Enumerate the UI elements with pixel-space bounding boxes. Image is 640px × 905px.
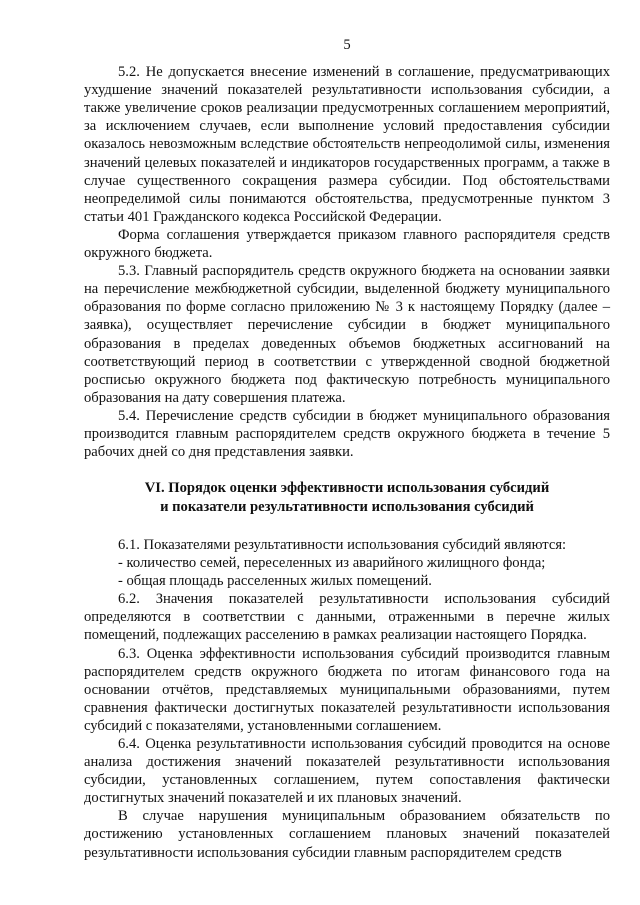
paragraph-agreement-form: Форма соглашения утверждается приказом главного распорядителя средств окружного бюджета. (84, 226, 610, 262)
list-item-area: - общая площадь расселенных жилых помещений. (118, 573, 432, 590)
list-item-families: - количество семей, переселенных из аварийного жилищного фонда; (118, 555, 546, 572)
paragraph-5-2: 5.2. Не допускается внесение изменений в соглашение, предусматривающих ухудшение значений показателей результативности использования субсидии, а также увеличение сроков реализации предусмотренных соглашением мероприятий, за исключением случаев, если выполнение условий предоставления субсидии оказалось невозможным вследствие обстоятельств непреодолимой силы, изменения значений целевых показателей и индикаторов государственных программ, а также в случае существенного сокращения размера субсидии. Под обстоятельствами неопределимой силы понимаются обстоятельства, предусмотренные пунктом 3 статьи 401 Гражданского кодекса Российской Федерации. (84, 64, 610, 225)
page-number: 5 (343, 37, 351, 53)
paragraph-6-3: 6.3. Оценка эффективности использования субсидий производится главным распорядителем средств окружного бюджета по итогам финансового года на основании отчётов, представляемых муниципальными образованиями, путем сравнения фактически достигнутых показателей результативности использования субсидий с показателями, установленными соглашением. (84, 645, 610, 734)
paragraph-5-3: 5.3. Главный распорядитель средств окружного бюджета на основании заявки на перечисление межбюджетной субсидии, выделенной бюджету муниципального образования по форме согласно приложению № 3 к настоящему Порядку (далее – заявка), осуществляет перечисление субсидии в бюджет муниципального образования в пределах доведенных объемов бюджетных ассигнований на соответствующий период в соответствии с утвержденной сводной бюджетной росписью окружного бюджета под фактическую потребность муниципального образования на дату совершения платежа. (84, 263, 610, 406)
section-heading-line-2: и показатели результативности использования субсидий (160, 498, 534, 515)
section-heading-line-1: VI. Порядок оценки эффективности использования субсидий (144, 480, 550, 497)
paragraph-6-4: 6.4. Оценка результативности использования субсидий проводится на основе анализа достижения значений показателей результативности использования субсидии, установленных соглашением, путем сопоставления фактически достигнутых значений показателей и их плановых значений. (84, 736, 610, 807)
paragraph-5-4: 5.4. Перечисление средств субсидии в бюджет муниципального образования производится главным распорядителем средств окружного бюджета в течение 5 рабочих дней со дня представления заявки. (84, 407, 610, 461)
paragraph-6-1: 6.1. Показателями результативности использования субсидий являются: (118, 536, 567, 553)
section-heading (84, 479, 610, 516)
paragraph-violation: В случае нарушения муниципальным образованием обязательств по достижению установленных соглашением плановых значений показателей результативности использования субсидии главным распорядителем средств (84, 808, 610, 861)
paragraph-6-2: 6.2. Значения показателей результативности использования субсидий определяются в соответствии с данными, отраженными в перечне жилых помещений, подлежащих расселению в рамках реализации настоящего Порядка. (84, 591, 610, 644)
